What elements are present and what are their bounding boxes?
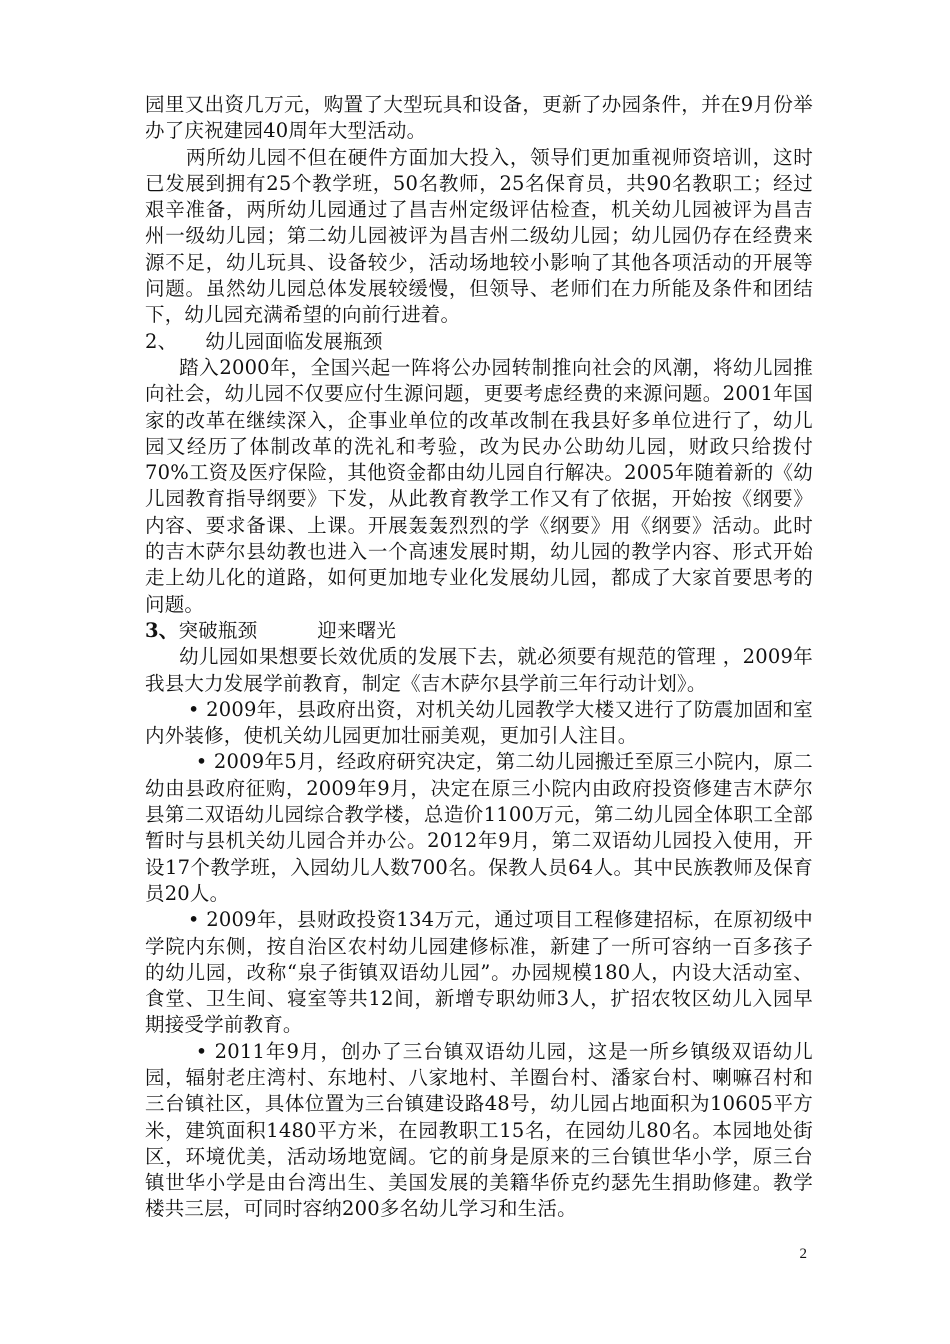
paragraph-management: 幼儿园如果想要长效优质的发展下去，就必须要有规范的管理 ，2009年我县大力发展学前教育，制定《吉木萨尔县学前三年行动计划》。 bbox=[145, 645, 813, 695]
paragraph-hardware-investment: 两所幼儿园不但在硬件方面加大投入，领导们更加重视师资培训，这时已发展到拥有25个教学班，50名教师，25名保育员，共90名教职工；经过艰辛准备，两所幼儿园通过了昌吉州定级评估检查，机关幼儿园被评为昌吉州一级幼儿园；第二幼儿园被评为昌吉州二级幼儿园；幼儿园仍存在经费来源不足，幼儿玩具、设备较少，活动场地较小影响了其他各项活动的开展等问题。虽然幼儿园总体发展较缓慢，但领导、老师们在力所能及条件和团结下，幼儿园充满希望的向前行进着。 bbox=[145, 145, 813, 327]
paragraph-year-2000: 踏入2000年，全国兴起一阵将公办园转制推向社会的风潮，将幼儿园推向社会，幼儿园不仅要应付生源问题，更要考虑经费的来源问题。2001年国家的改革在继续深入，企事业单位的改革改制在我县好多单位进行了，幼儿园又经历了体制改革的洗礼和考验，改为民办公助幼儿园，财政只给拨付70%工资及医疗保险，其他资金都由幼儿园自行解决。2005年随着新的《幼儿园教育指导纲要》下发，从此教育教学工作又有了依据，开始按《纲要》内容、要求备课、上课。开展轰轰烈烈的学《纲要》用《纲要》活动。此时的吉木萨尔县幼教也进入一个高速发展时期，幼儿园的教学内容、形式开始走上幼儿化的道路，如何更加地专业化发展幼儿园，都成了大家首要思考的问题。 bbox=[145, 355, 813, 616]
section-title-part-a: 突破瓶颈 bbox=[178, 618, 258, 642]
section-number: 2、 bbox=[145, 329, 178, 353]
bullet-item: • 2009年，县财政投资134万元，通过项目工程修建招标，在原初级中学院内东侧，按自治区农村幼儿园建修标准，新建了一所可容纳一百多孩子的幼儿园，改称“泉子街镇双语幼儿园”。办园规模180人，内设大活动室、食堂、卫生间、寝室等共12间，新增专职幼师3人，扩招农牧区幼儿入园早期接受学前教育。 bbox=[145, 908, 813, 1037]
section-heading-3 bbox=[145, 618, 813, 644]
bullet-item: • 2009年，县政府出资，对机关幼儿园教学大楼又进行了防震加固和室内外装修，使机关幼儿园更加壮丽美观，更加引人注目。 bbox=[145, 697, 813, 748]
paragraph-continuation: 园里又出资几万元，购置了大型玩具和设备，更新了办园条件，并在9月份举办了庆祝建园40周年大型活动。 bbox=[145, 93, 813, 143]
page-number: 2 bbox=[799, 1246, 807, 1262]
section-title: 幼儿园面临发展瓶颈 bbox=[205, 329, 383, 353]
section-heading-2 bbox=[145, 329, 813, 355]
section-number: 3、 bbox=[145, 618, 179, 642]
bullet-item: • 2009年5月，经政府研究决定，第二幼儿园搬迁至原三小院内，原二幼由县政府征购，2009年9月，决定在原三小院内由政府投资修建吉木萨尔县第二双语幼儿园综合教学楼，总造价1100万元，第二幼儿园全体职工全部暂时与县机关幼儿园合并办公。2012年9月，第二双语幼儿园投入使用，开设17个教学班，入园幼儿人数700名。保教人员64人。其中民族教师及保育员20人。 bbox=[145, 750, 813, 905]
section-title-part-b: 迎来曙光 bbox=[317, 618, 397, 642]
document-body bbox=[145, 92, 813, 1223]
bullet-item: • 2011年9月，创办了三台镇双语幼儿园，这是一所乡镇级双语幼儿园，辐射老庄湾村、东地村、八家地村、羊圈台村、潘家台村、喇嘛召村和三台镇社区，具体位置为三台镇建设路48号，幼儿园占地面积为10605平方米，建筑面积1480平方米，在园教职工15名，在园幼儿80名。本园地处街区，环境优美，活动场地宽阔。它的前身是原来的三台镇世华小学，原三台镇世华小学是由台湾出生、美国发展的美籍华侨克约瑟先生捐助修建。教学楼共三层，可同时容纳200多名幼儿学习和生活。 bbox=[145, 1039, 813, 1221]
